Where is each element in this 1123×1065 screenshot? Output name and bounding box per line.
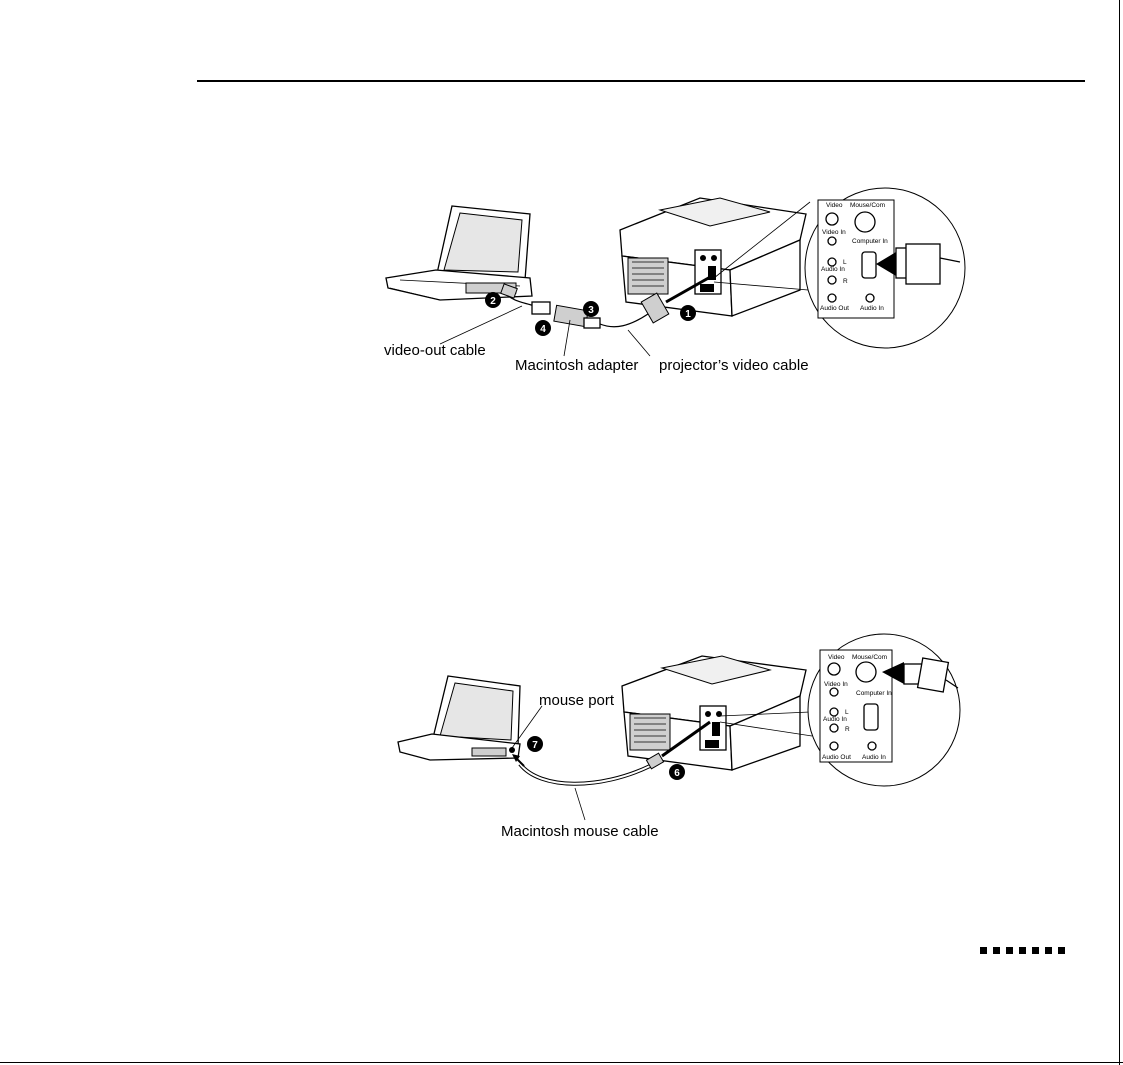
callout-2 [485, 292, 501, 308]
port-panel-zoom-2 [808, 634, 960, 786]
projector-illustration-2 [622, 656, 806, 770]
svg-text:Audio In: Audio In [823, 716, 847, 723]
svg-text:R: R [845, 726, 850, 733]
svg-text:Audio Out: Audio Out [820, 305, 849, 312]
svg-text:L: L [843, 259, 847, 266]
label-macintosh-adapter: Macintosh adapter [515, 357, 639, 374]
svg-text:Audio In: Audio In [860, 305, 884, 312]
svg-text:6: 6 [674, 768, 680, 779]
diagram-mouse-connection [398, 634, 960, 840]
callout-6 [669, 764, 685, 780]
svg-text:7: 7 [532, 740, 538, 751]
indicator-square [980, 947, 987, 954]
laptop-illustration-2 [398, 676, 520, 760]
port-panel-zoom [805, 188, 965, 348]
svg-text:Computer In: Computer In [852, 238, 888, 245]
indicator-square [1032, 947, 1039, 954]
label-video-out-cable: video-out cable [384, 342, 486, 359]
svg-text:Computer In: Computer In [856, 690, 892, 697]
svg-text:Mouse/Com: Mouse/Com [852, 654, 888, 661]
svg-text:L: L [845, 709, 849, 716]
indicator-square [993, 947, 1000, 954]
label-projectors-video-cable: projector’s video cable [659, 357, 809, 374]
diagram-video-connection [384, 188, 965, 374]
label-macintosh-mouse-cable: Macintosh mouse cable [501, 823, 659, 840]
svg-text:Video In: Video In [824, 681, 848, 688]
svg-text:Mouse/Com: Mouse/Com [850, 202, 886, 209]
callout-3 [583, 301, 599, 317]
page-end-indicator [980, 947, 1065, 954]
svg-text:1: 1 [685, 309, 691, 320]
indicator-square [1058, 947, 1065, 954]
svg-text:Audio In: Audio In [821, 266, 845, 273]
svg-text:Video: Video [826, 202, 843, 209]
svg-text:Video In: Video In [822, 229, 846, 236]
svg-text:R: R [843, 278, 848, 285]
svg-text:2: 2 [490, 296, 496, 307]
indicator-square [1019, 947, 1026, 954]
callout-1 [680, 305, 696, 321]
label-mouse-port: mouse port [539, 692, 615, 709]
callout-4 [535, 320, 551, 336]
svg-text:Audio In: Audio In [862, 754, 886, 761]
svg-text:3: 3 [588, 305, 594, 316]
svg-text:4: 4 [540, 324, 546, 335]
svg-text:Video: Video [828, 654, 845, 661]
callout-7 [527, 736, 543, 752]
indicator-square [1045, 947, 1052, 954]
svg-text:Audio Out: Audio Out [822, 754, 851, 761]
indicator-square [1006, 947, 1013, 954]
